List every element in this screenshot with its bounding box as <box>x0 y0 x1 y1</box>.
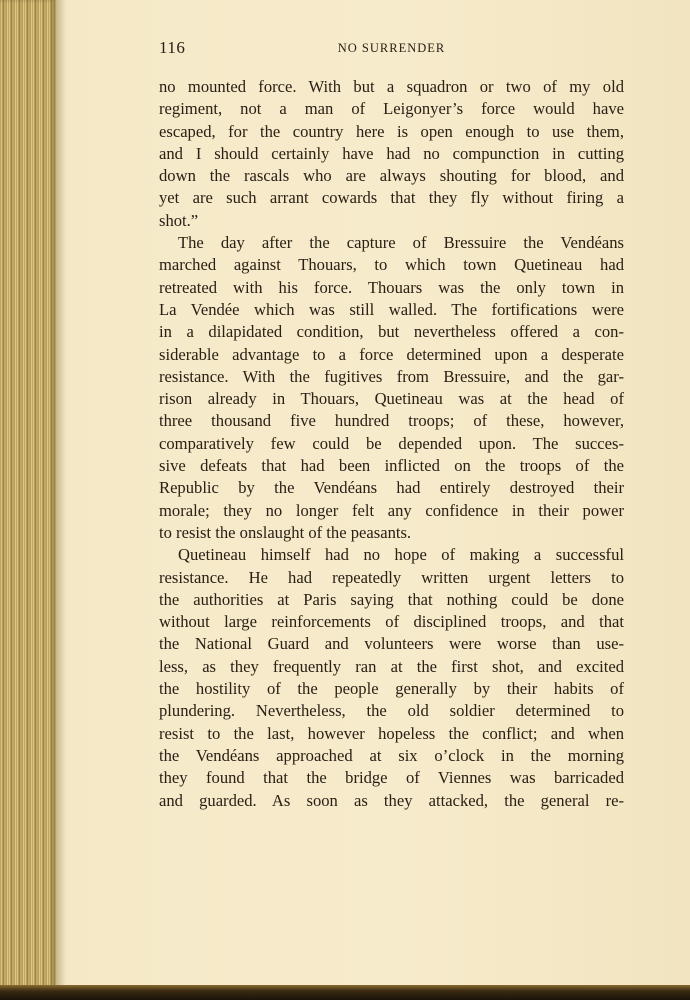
text-line: and guarded. As soon as they attacked, the general re- <box>159 790 624 810</box>
text-line: comparatively few could be depended upon. The succes- <box>159 433 624 453</box>
text-line: to resist the onslaught of the peasants. <box>159 522 412 542</box>
page-number: 116 <box>159 38 186 57</box>
text-line: sive defeats that had been inflicted on the troops of the <box>159 456 624 476</box>
text-line: siderable advantage to a force determined upon a desperate <box>159 344 624 364</box>
text-line: regiment, not a man of Leigonyer’s force would have <box>159 99 624 119</box>
text-line: no mounted force. With but a squadron or two of my old <box>159 77 624 96</box>
text-line: the Vendéans approached at six o’clock in the morning <box>159 745 624 765</box>
text-line: Republic by the Vendéans had entirely destroyed their <box>159 478 624 498</box>
text-line: they found that the bridge of Viennes was barricaded <box>159 768 624 788</box>
text-line: without large reinforcements of disciplined troops, and that <box>159 612 624 632</box>
text-line: the authorities at Paris saying that nothing could be done <box>159 589 624 609</box>
paragraph-first-line: The day after the capture of Bressuire the Vendéans <box>178 233 624 253</box>
text-line: resistance. With the fugitives from Bressuire, and the gar- <box>159 366 624 386</box>
text-line: the National Guard and volunteers were worse than use- <box>159 634 624 654</box>
text-line: plundering. Nevertheless, the old soldier determined to <box>159 701 624 721</box>
text-line: in a dilapidated condition, but nevertheless offered a con- <box>159 322 624 342</box>
text-line: the hostility of the people generally by their habits of <box>159 679 624 699</box>
body-text <box>159 76 624 812</box>
page-edges-binding <box>0 0 56 1000</box>
text-line: rison already in Thouars, Quetineau was at the head of <box>159 389 624 409</box>
text-line: down the rascals who are always shouting for blood, and <box>159 166 624 186</box>
text-line: morale; they no longer felt any confidence in their power <box>159 500 624 520</box>
text-line: and I should certainly have had no compunction in cutting <box>159 143 624 163</box>
text-line: escaped, for the country here is open enough to use them, <box>159 121 624 141</box>
text-line: resist to the last, however hopeless the conflict; and when <box>159 723 624 743</box>
running-head <box>159 38 624 60</box>
text-line: shot.” <box>159 210 199 230</box>
text-line: marched against Thouars, to which town Quetineau had <box>159 255 624 275</box>
text-line: resistance. He had repeatedly written urgent letters to <box>159 567 624 587</box>
text-line: La Vendée which was still walled. The fortifications were <box>159 299 624 319</box>
text-line: three thousand five hundred troops; of these, however, <box>159 411 624 431</box>
text-line: retreated with his force. Thouars was the only town in <box>159 277 624 297</box>
running-title: NO SURRENDER <box>337 41 446 55</box>
text-line: yet are such arrant cowards that they fly without firing a <box>159 188 624 208</box>
text-line: less, as they frequently ran at the first shot, and excited <box>159 656 624 676</box>
bottom-edge-shadow <box>0 985 690 1000</box>
paragraph-first-line: Quetineau himself had no hope of making a successful <box>178 545 624 565</box>
